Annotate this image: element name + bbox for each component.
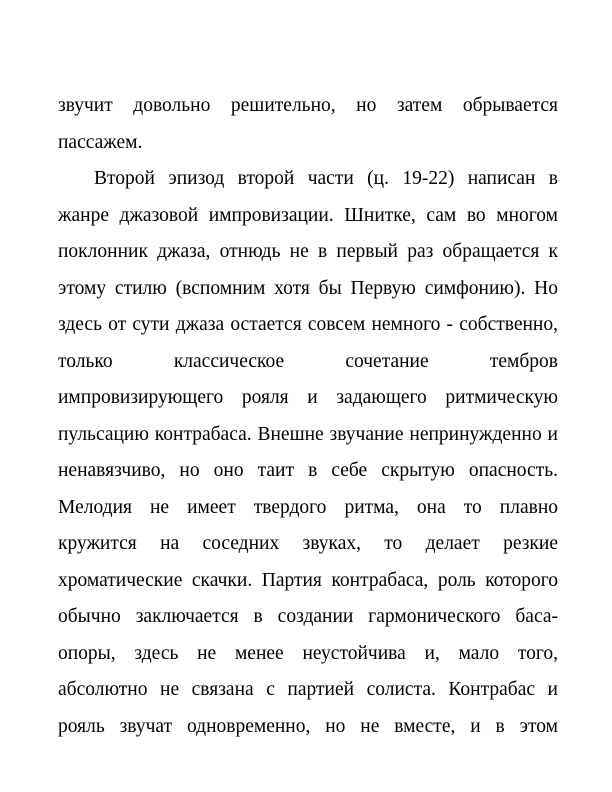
text-line: этому стилю (вспомним хотя бы Первую симфонию). Но — [58, 277, 558, 299]
text-line: обычно заключается в создании гармонического баса- — [58, 606, 558, 627]
text-line: импровизирующего рояля и задающего ритмическую — [58, 387, 558, 408]
text-line: рояль звучат одновременно, но не вместе, и в этом — [58, 715, 558, 737]
text-line: только классическое сочетание тембров — [58, 350, 558, 372]
body-text — [58, 88, 558, 745]
text-line: ненавязчиво, но оно таит в себе скрытую опасность. — [58, 460, 558, 481]
paragraph-first-line: Второй эпизод второй части (ц. 19-22) написан в — [94, 168, 558, 189]
text-line: жанре джазовой импровизации. Шнитке, сам во многом — [58, 204, 558, 226]
text-line: поклонник джаза, отнюдь не в первый раз обращается к — [58, 241, 558, 262]
text-line: хроматические скачки. Партия контрабаса, роль которого — [58, 569, 558, 591]
text-line: кружится на соседних звуках, то делает резкие — [58, 533, 558, 554]
text-line: Мелодия не имеет твердого ритма, она то плавно — [58, 496, 558, 518]
text-line: абсолютно не связана с партией солиста. Контрабас и — [58, 679, 558, 700]
text-line: здесь от сути джаза остается совсем немного - собственно, — [58, 314, 558, 335]
text-line: пассажем. — [58, 131, 143, 153]
text-line: опоры, здесь не менее неустойчива и, мало того, — [58, 642, 558, 664]
text-line: пульсацию контрабаса. Внешне звучание непринужденно и — [58, 423, 558, 445]
text-line: звучит довольно решительно, но затем обрывается — [58, 95, 558, 116]
